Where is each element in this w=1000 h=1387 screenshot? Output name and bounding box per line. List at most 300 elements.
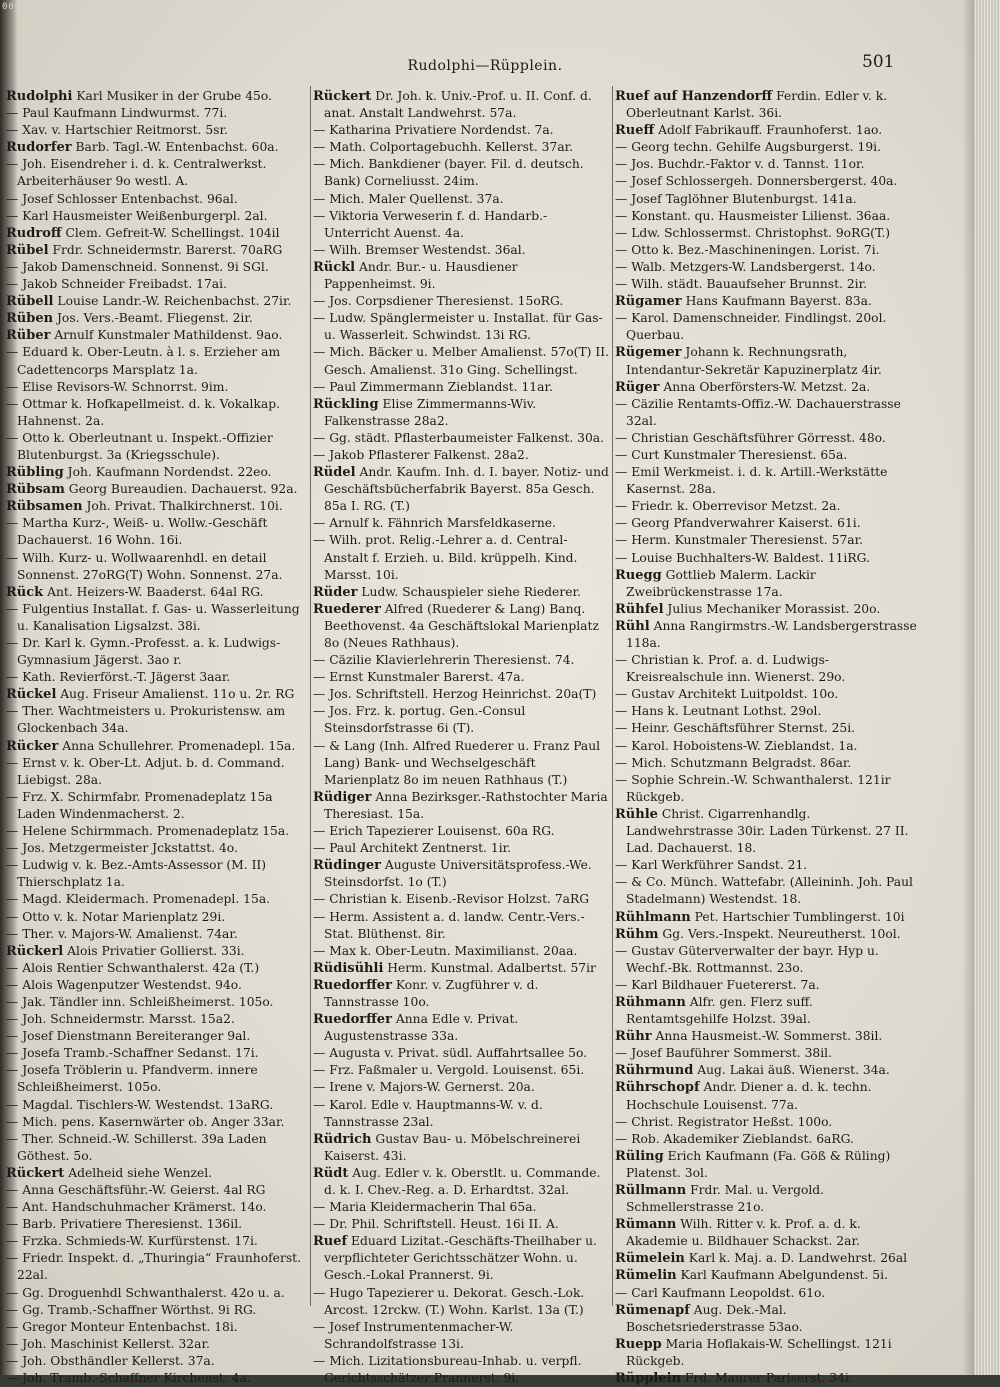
directory-entry	[615, 909, 917, 926]
directory-entry	[313, 379, 609, 396]
entry-surname: Rueff	[615, 123, 655, 139]
entry-text: Auguste Universitätsprofess.-We. Steinsdorfst. 1o (T.)	[324, 858, 592, 890]
entry-surname: Rück	[6, 584, 44, 600]
directory-entry	[6, 310, 306, 327]
entry-surname: Rübsamen	[6, 499, 83, 515]
directory-entry	[6, 1285, 306, 1302]
entry-text: — Ludwig v. k. Bez.-Amts-Assessor (M. II) Thierschplatz 1a.	[6, 858, 267, 890]
directory-entry	[615, 738, 917, 755]
entry-surname: Rüdinger	[313, 858, 381, 874]
entry-text: Alois Privatier Gollierst. 33i.	[63, 943, 245, 958]
entry-text: — Katharina Privatiere Nordendst. 7a.	[313, 123, 554, 138]
directory-entry	[313, 669, 609, 686]
entry-surname: Rühr	[615, 1029, 652, 1045]
entry-text: — Irene v. Majors-W. Gernerst. 20a.	[313, 1080, 535, 1095]
entry-surname: Rüdt	[313, 1165, 349, 1181]
entry-text: — Mich. Schutzmann Belgradst. 86ar.	[615, 755, 852, 770]
entry-text: — Ernst v. k. Ober-Lt. Adjut. b. d. Command. Liebigst. 28a.	[6, 755, 285, 787]
entry-text: — Ther. Schneid.-W. Schillerst. 39a Laden Göthest. 5o.	[6, 1131, 267, 1163]
entry-text: — Christian k. Prof. a. d. Ludwigs-Kreisrealschule inn. Wienerst. 29o.	[615, 653, 846, 685]
entry-text: — Otto k. Oberleutnant u. Inspekt.-Offizier Blutenburgst. 3a (Kriegsschule).	[6, 430, 273, 462]
column-2	[313, 88, 609, 1387]
directory-entry	[313, 1199, 609, 1216]
entry-text: — Christian Geschäftsführer Görresst. 48o.	[615, 430, 886, 445]
directory-entry	[615, 943, 917, 977]
directory-entry	[313, 1165, 609, 1199]
entry-text: Ludw. Schauspieler siehe Riederer.	[357, 584, 581, 599]
entry-surname: Rückling	[313, 396, 379, 412]
entry-text: — Jak. Tändler inn. Schleißheimerst. 105o.	[6, 994, 274, 1009]
entry-text: — Sophie Schrein.-W. Schwanthalerst. 121ir Rückgeb.	[615, 772, 891, 804]
directory-entry	[6, 481, 306, 498]
entry-text: Erich Kaufmann (Fa. Göß & Rüling) Platenst. 3ol.	[626, 1148, 891, 1180]
directory-entry	[6, 1216, 306, 1233]
entry-text: — Dr. Karl k. Gymn.-Professt. a. k. Ludwigs-Gymnasium Jägerst. 3ao r.	[6, 636, 281, 668]
entry-surname: Rübling	[6, 465, 64, 481]
entry-text: Anna Schullehrer. Promenadepl. 15a.	[58, 738, 296, 753]
directory-entry	[6, 909, 306, 926]
entry-text: — Georg techn. Gehilfe Augsburgerst. 19i.	[615, 140, 881, 155]
directory-entry	[313, 191, 609, 208]
directory-entry	[6, 669, 306, 686]
entry-text: — Rob. Akademiker Zieblandst. 6aRG.	[615, 1131, 854, 1146]
directory-entry	[615, 1302, 917, 1336]
entry-text: — Gregor Monteur Entenbachst. 18i.	[6, 1319, 238, 1334]
entry-surname: Rüdiger	[313, 789, 372, 805]
directory-entry	[615, 772, 917, 806]
entry-text: Georg Bureaudien. Dachauerst. 92a.	[64, 482, 298, 497]
entry-surname: Rübsam	[6, 482, 65, 498]
entry-surname: Rühlmann	[615, 909, 691, 925]
entry-text: — Arnulf k. Fähnrich Marsfeldkaserne.	[313, 516, 556, 531]
directory-entry	[313, 857, 609, 891]
directory-entry	[615, 156, 917, 173]
entry-text: — Joh. Tramb.-Schaffner Kirchenst. 4a.	[6, 1371, 251, 1386]
entry-text: — Gg. Tramb.-Schaffner Wörthst. 9i RG.	[6, 1302, 257, 1317]
directory-entry	[6, 1353, 306, 1370]
entry-text: — Cäzilie Rentamts-Offiz.-W. Dachauerstrasse 32al.	[615, 396, 901, 428]
directory-entry	[313, 840, 609, 857]
entry-surname: Rühfel	[615, 601, 664, 617]
entry-text: — Eduard k. Ober-Leutn. à l. s. Erzieher am Cadettencorps Marsplatz 1a.	[6, 345, 281, 377]
entry-text: Andr. Diener a. d. k. techn. Hochschule Louisenst. 77a.	[626, 1080, 872, 1112]
directory-entry	[313, 1079, 609, 1096]
directory-entry	[615, 515, 917, 532]
entry-text: — Mich. Bankdiener (bayer. Fil. d. deutsch. Bank) Corneliusst. 24im.	[313, 157, 584, 189]
directory-entry	[6, 225, 306, 242]
directory-entry	[313, 310, 609, 344]
entry-text: Karl Musiker in der Grube 45o.	[72, 89, 272, 103]
directory-entry	[6, 738, 306, 755]
entry-text: Karl k. Maj. a. D. Landwehrst. 26al	[684, 1251, 908, 1266]
entry-text: — Friedr. Inspekt. d. „Thuringia“ Fraunhoferst. 22al.	[6, 1251, 301, 1283]
entry-surname: Rudorfer	[6, 140, 72, 156]
directory-entry	[615, 173, 917, 190]
directory-entry	[615, 806, 917, 857]
directory-entry	[313, 1216, 609, 1233]
directory-entry	[615, 396, 917, 430]
entry-text: — Dr. Phil. Schriftstell. Heust. 16i II. A.	[313, 1217, 559, 1232]
directory-entry	[6, 379, 306, 396]
entry-text: — Alois Rentier Schwanthalerst. 42a (T.)	[6, 960, 260, 975]
directory-entry	[615, 618, 917, 652]
entry-text: Elise Zimmermanns-Wiv. Falkenstrasse 28a2.	[324, 396, 537, 428]
entry-text: — Friedr. k. Oberrevisor Metzst. 2a.	[615, 499, 841, 514]
entry-text: Frdr. Schneidermstr. Barerst. 70aRG	[48, 242, 283, 257]
directory-entry	[6, 550, 306, 584]
directory-entry	[6, 1370, 306, 1387]
directory-entry	[6, 139, 306, 156]
entry-surname: Rüber	[6, 328, 51, 344]
entry-text: — Gg. Droguenhdl Schwanthalerst. 42o u. a.	[6, 1285, 285, 1300]
entry-surname: Rückert	[6, 1165, 65, 1181]
entry-surname: Rückert	[313, 89, 372, 104]
directory-entry	[615, 601, 917, 618]
entry-text: — Maria Kleidermacherin Thal 65a.	[313, 1200, 537, 1215]
entry-surname: Rümann	[615, 1217, 677, 1233]
directory-entry	[615, 720, 917, 737]
entry-surname: Ruedorffer	[313, 1012, 392, 1028]
directory-entry	[6, 1319, 306, 1336]
entry-text: Eduard Lizitat.-Geschäfts-Theilhaber u. verpflichteter Gerichtsschätzer Wohn. u. Gesch.-Lokal Prannerst. 9i.	[324, 1234, 597, 1283]
entry-text: — Elise Revisors-W. Schnorrst. 9im.	[6, 379, 229, 394]
entry-text: Anna Bezirksger.-Rathstochter Maria Theresiast. 15a.	[324, 789, 608, 821]
directory-entry	[615, 1062, 917, 1079]
entry-text: — Jos. Corpsdiener Theresienst. 15oRG.	[313, 294, 564, 309]
directory-entry	[6, 1131, 306, 1165]
directory-entry	[6, 1182, 306, 1199]
directory-entry	[313, 960, 609, 977]
entry-text: — Georg Pfandverwahrer Kaiserst. 61i.	[615, 516, 861, 531]
directory-entry	[6, 601, 306, 635]
entry-surname: Rückl	[313, 259, 356, 275]
entry-text: — Jos. Frz. k. portug. Gen.-Consul Steinsdorfstrasse 6i (T).	[313, 704, 526, 736]
entry-text: — Herm. Assistent a. d. landw. Centr.-Vers.-Stat. Blüthenst. 8ir.	[313, 909, 585, 941]
directory-entry	[6, 1011, 306, 1028]
entry-text: Alfred (Ruederer & Lang) Banq. Beethovenst. 4a Geschäftslokal Marienplatz 8o (Neues Rathhaus).	[324, 601, 599, 650]
entry-text: Adelheid siehe Wenzel.	[64, 1165, 213, 1180]
directory-entry	[6, 1336, 306, 1353]
entry-text: — Otto v. k. Notar Marienplatz 29i.	[6, 909, 226, 924]
entry-text: — Karol. Edle v. Hauptmanns-W. v. d. Tannstrasse 23al.	[313, 1097, 543, 1129]
entry-text: — Frz. X. Schirmfabr. Promenadeplatz 15a Laden Windenmacherst. 2.	[6, 789, 273, 821]
directory-entry	[6, 259, 306, 276]
entry-text: — Josef Bauführer Sommerst. 38il.	[615, 1046, 833, 1061]
directory-entry	[6, 891, 306, 908]
entry-text: — Magdal. Tischlers-W. Westendst. 13aRG.	[6, 1097, 274, 1112]
directory-entry	[6, 1165, 306, 1182]
directory-entry	[313, 1011, 609, 1045]
directory-entry	[615, 225, 917, 242]
directory-entry	[615, 755, 917, 772]
entry-surname: Rüger	[615, 379, 660, 395]
entry-surname: Ruef auf Hanzendorff	[615, 89, 773, 104]
entry-text: Anna Rangirmstrs.-W. Landsbergerstrasse 118a.	[626, 618, 917, 650]
entry-text: — Walb. Metzgers-W. Landsbergerst. 14o.	[615, 259, 876, 274]
entry-surname: Rückel	[6, 687, 57, 703]
entry-text: — Alois Wagenputzer Westendst. 94o.	[6, 977, 242, 992]
entry-text: — Gustav Architekt Luitpoldst. 10o.	[615, 687, 839, 702]
directory-entry	[6, 1199, 306, 1216]
directory-entry	[6, 88, 306, 105]
entry-text: — Martha Kurz-, Weiß- u. Wollw.-Geschäft Dachauerst. 16 Wohn. 16i.	[6, 516, 268, 548]
entry-surname: Ruedorffer	[313, 977, 392, 993]
entry-text: Barb. Tagl.-W. Entenbachst. 60a.	[71, 140, 279, 155]
directory-entry	[615, 276, 917, 293]
directory-entry	[6, 635, 306, 669]
directory-entry	[6, 276, 306, 293]
entry-text: Karl Kaufmann Abelgundenst. 5i.	[676, 1268, 888, 1283]
directory-entry	[615, 926, 917, 943]
directory-entry	[313, 584, 609, 601]
directory-entry	[313, 88, 609, 122]
directory-entry	[615, 1370, 917, 1387]
directory-entry	[313, 447, 609, 464]
directory-entry	[615, 1148, 917, 1182]
directory-entry	[615, 1045, 917, 1062]
directory-entry	[6, 703, 306, 737]
directory-entry	[6, 464, 306, 481]
entry-surname: Rühm	[615, 926, 659, 942]
entry-text: — Math. Colportagebuchh. Kellerst. 37ar.	[313, 140, 574, 155]
entry-text: Louise Landr.-W. Reichenbachst. 27ir.	[53, 294, 292, 309]
directory-entry	[615, 874, 917, 908]
entry-text: — Gustav Güterverwalter der bayr. Hyp u. Wechf.-Bk. Rottmannst. 23o.	[615, 943, 879, 975]
directory-entry	[313, 823, 609, 840]
entry-surname: Ruepp	[615, 1336, 662, 1352]
directory-entry	[313, 891, 609, 908]
directory-entry	[615, 1079, 917, 1113]
entry-text: — Karl Hausmeister Weißenburgerpl. 2al.	[6, 208, 268, 223]
directory-entry	[615, 430, 917, 447]
directory-entry	[6, 191, 306, 208]
directory-entry	[6, 327, 306, 344]
entry-surname: Ruederer	[313, 601, 381, 617]
entry-surname: Rücker	[6, 738, 59, 754]
directory-entry	[6, 293, 306, 310]
entry-text: — Curt Kunstmaler Theresienst. 65a.	[615, 447, 848, 462]
entry-surname: Ruegg	[615, 567, 662, 583]
directory-entry	[615, 1131, 917, 1148]
directory-entry	[615, 994, 917, 1028]
directory-entry	[615, 857, 917, 874]
entry-text: Julius Mechaniker Morassist. 20o.	[663, 601, 881, 616]
entry-text: — Joh. Eisendreher i. d. k. Centralwerkst. Arbeiterhäuser 9o westl. A.	[6, 157, 267, 189]
entry-text: Anna Edle v. Privat. Augustenstrasse 33a.	[324, 1012, 519, 1044]
directory-entry	[313, 242, 609, 259]
entry-text: — Ottmar k. Hofkapellmeist. d. k. Vokalkap. Hahnenst. 2a.	[6, 396, 281, 428]
directory-entry	[313, 515, 609, 532]
directory-entry	[6, 430, 306, 464]
directory-entry	[615, 532, 917, 549]
entry-text: — Kath. Revierförst.-T. Jägerst 3aar.	[6, 670, 231, 685]
entry-text: Jos. Vers.-Beamt. Fliegenst. 2ir.	[53, 311, 253, 326]
page-number: 501	[862, 52, 895, 72]
directory-entry	[615, 550, 917, 567]
entry-text: Hans Kaufmann Bayerst. 83a.	[681, 294, 872, 309]
running-head: Rudolphi—Rüpplein.	[407, 58, 563, 74]
scan-id: 00092425	[2, 2, 54, 12]
entry-text: — Heinr. Geschäftsführer Sternst. 25i.	[615, 721, 856, 736]
entry-text: — Carl Kaufmann Leopoldst. 61o.	[615, 1285, 826, 1300]
directory-entry	[313, 1045, 609, 1062]
entry-text: — Karol. Damenschneider. Findlingst. 20ol. Querbau.	[615, 311, 887, 343]
entry-surname: Rüdrich	[313, 1131, 372, 1147]
directory-entry	[615, 1250, 917, 1267]
entry-text: — Josefa Tramb.-Schaffner Sedanst. 17i.	[6, 1046, 259, 1061]
entry-text: Anna Hausmeist.-W. Sommerst. 38il.	[651, 1029, 883, 1044]
directory-entry	[313, 156, 609, 190]
entry-text: — Magd. Kleidermach. Promenadepl. 15a.	[6, 892, 271, 907]
directory-entry	[6, 840, 306, 857]
entry-text: Christ. Cigarrenhandlg. Landwehrstrasse 30ir. Laden Türkenst. 27 II. Lad. Dachauerst. 18.	[626, 806, 909, 856]
directory-entry	[615, 567, 917, 601]
entry-text: — Wilh. prot. Relig.-Lehrer a. d. Central-Anstalt f. Erzieh. u. Bild. krüppelh. Kind. Marsst. 10i.	[313, 533, 578, 582]
entry-text: — Frzka. Schmieds-W. Kurfürstenst. 17i.	[6, 1234, 258, 1249]
entry-text: — Josef Schlosser Entenbachst. 96al.	[6, 191, 238, 206]
directory-entry	[6, 943, 306, 960]
column-rule	[310, 86, 311, 1306]
entry-text: Alfr. gen. Flerz suff. Rentamtsgehilfe Holzst. 39al.	[626, 994, 813, 1027]
directory-entry	[6, 242, 306, 259]
entry-text: — Karl Bildhauer Fuetererst. 7a.	[615, 977, 820, 992]
entry-text: — Christ. Registrator Heßst. 100o.	[615, 1114, 833, 1129]
directory-entry	[6, 1302, 306, 1319]
entry-surname: Rügemer	[615, 345, 682, 361]
entry-text: — Wilh. städt. Bauaufseher Brunnst. 2ir.	[615, 277, 868, 292]
entry-text: — Helene Schirmmach. Promenadeplatz 15a.	[6, 824, 290, 839]
entry-text: — Barb. Privatiere Theresienst. 136il.	[6, 1217, 243, 1232]
entry-text: — Ther. v. Majors-W. Amalienst. 74ar.	[6, 926, 238, 941]
entry-text: Konr. v. Zugführer v. d. Tannstrasse 10o.	[324, 977, 539, 1009]
entry-text: — Jakob Pflasterer Falkenst. 28a2.	[313, 447, 529, 462]
entry-surname: Rümenapf	[615, 1302, 690, 1318]
directory-entry	[615, 652, 917, 686]
entry-text: Andr. Kaufm. Inh. d. I. bayer. Notiz- und Geschäftsbücherfabrik Bayerst. 85a Gesch. 85a I. RG. (T.)	[324, 465, 609, 514]
directory-entry	[313, 738, 609, 789]
directory-entry	[6, 1233, 306, 1250]
entry-text: Joh. Privat. Thalkirchnerst. 10i.	[82, 499, 283, 514]
entry-text: — Herm. Kunstmaler Theresienst. 57ar.	[615, 533, 864, 548]
entry-text: — Louise Buchhalters-W. Baldest. 11iRG.	[615, 550, 870, 565]
entry-text: Gustav Bau- u. Möbelschreinerei Kaiserst. 43i.	[324, 1131, 581, 1163]
directory-entry	[615, 977, 917, 994]
directory-entry	[313, 1233, 609, 1284]
entry-text: — Mich. Lizitationsbureau-Inhab. u. verpfl. Gerichtsschätzer Prannerst. 9i.	[313, 1353, 582, 1386]
entry-surname: Rüben	[6, 311, 54, 327]
entry-text: — Karl Werkführer Sandst. 21.	[615, 858, 808, 873]
entry-text: — Mich. pens. Kasernwärter ob. Anger 33ar.	[6, 1114, 285, 1129]
directory-entry	[615, 242, 917, 259]
directory-entry	[6, 994, 306, 1011]
directory-entry	[6, 789, 306, 823]
directory-entry	[6, 686, 306, 703]
entry-text: — Joh. Schneidermstr. Marsst. 15a2.	[6, 1012, 235, 1027]
directory-entry	[313, 977, 609, 1011]
directory-entry	[313, 789, 609, 823]
entry-surname: Rudolphi	[6, 89, 73, 104]
directory-entry	[313, 464, 609, 515]
entry-text: Pet. Hartschier Tumblingerst. 10i	[690, 909, 905, 924]
entry-surname: Rühl	[615, 618, 650, 634]
directory-entry	[313, 652, 609, 669]
entry-text: Anna Oberförsters-W. Metzst. 2a.	[659, 379, 871, 394]
directory-entry	[615, 447, 917, 464]
entry-surname: Rüpplein	[615, 1371, 682, 1387]
entry-text: — Jakob Damenschneid. Sonnenst. 9i SGl.	[6, 259, 269, 274]
entry-text: — Paul Kaufmann Lindwurmst. 77i.	[6, 106, 228, 121]
entry-text: — Josefa Tröblerin u. Pfandverm. innere Schleißheimerst. 105o.	[6, 1063, 258, 1095]
entry-surname: Rührmund	[615, 1063, 694, 1079]
directory-entry	[313, 1319, 609, 1353]
directory-entry	[615, 191, 917, 208]
entry-text: — Wilh. Bremser Westendst. 36al.	[313, 242, 526, 257]
directory-entry	[6, 515, 306, 549]
entry-surname: Rudroff	[6, 225, 62, 241]
entry-text: Ant. Heizers-W. Baaderst. 64al RG.	[43, 584, 264, 599]
entry-text: — Jos. Schriftstell. Herzog Heinrichst. 20a(T)	[313, 687, 597, 702]
entry-text: — Jos. Buchdr.-Faktor v. d. Tannst. 11or.	[615, 157, 865, 172]
directory-entry	[313, 601, 609, 652]
directory-entry	[313, 1097, 609, 1131]
directory-entry	[6, 755, 306, 789]
entry-text: Adolf Fabrikauff. Fraunhoferst. 1ao.	[654, 123, 883, 138]
entry-text: — Mich. Maler Quellenst. 37a.	[313, 191, 504, 206]
directory-entry	[6, 1062, 306, 1096]
entry-text: Joh. Kaufmann Nordendst. 22eo.	[63, 465, 272, 480]
directory-entry	[313, 293, 609, 310]
entry-text: — Josef Schlossergeh. Donnersbergerst. 40a.	[615, 174, 898, 189]
directory-entry	[615, 344, 917, 378]
directory-entry	[313, 686, 609, 703]
directory-entry	[6, 823, 306, 840]
entry-text: — Xav. v. Hartschier Reitmorst. 5sr.	[6, 123, 228, 138]
directory-entry	[615, 1114, 917, 1131]
directory-entry	[6, 1097, 306, 1114]
entry-text: Aug. Lakai äuß. Wienerst. 34a.	[693, 1063, 890, 1078]
entry-text: — Joh. Maschinist Kellerst. 32ar.	[6, 1336, 210, 1351]
directory-entry	[6, 344, 306, 378]
entry-text: — Jos. Metzgermeister Jckstattst. 4o.	[6, 841, 238, 856]
directory-entry	[615, 310, 917, 344]
entry-surname: Rübell	[6, 294, 54, 310]
directory-entry	[6, 857, 306, 891]
entry-text: Clem. Gefreit-W. Schellingst. 104il	[61, 225, 280, 240]
directory-entry	[313, 430, 609, 447]
directory-entry	[615, 1285, 917, 1302]
entry-surname: Rügamer	[615, 294, 682, 310]
entry-text: — Josef Taglöhner Blutenburgst. 141a.	[615, 191, 857, 206]
entry-surname: Rüling	[615, 1148, 664, 1164]
directory-entry	[615, 1267, 917, 1284]
directory-entry	[6, 584, 306, 601]
entry-text: — Hans k. Leutnant Lothst. 29ol.	[615, 704, 822, 719]
entry-text: Aug. Friseur Amalienst. 11o u. 2r. RG	[56, 687, 295, 702]
directory-entry	[6, 1045, 306, 1062]
entry-surname: Ruef	[313, 1234, 348, 1250]
directory-entry	[6, 977, 306, 994]
entry-text: — Ant. Handschuhmacher Krämerst. 14o.	[6, 1200, 267, 1215]
entry-text: — Gg. städt. Pflasterbaumeister Falkenst. 30a.	[313, 430, 605, 445]
entry-text: Frdr. Mal. u. Vergold. Schmellerstrasse 21o.	[626, 1183, 825, 1215]
directory-entry	[313, 909, 609, 943]
entry-text: Ferdin. Edler v. k. Oberleutnant Karlst. 36i.	[626, 89, 888, 121]
directory-entry	[615, 1028, 917, 1045]
entry-text: — & Co. Münch. Wattefabr. (Alleininh. Joh. Paul Stadelmann) Westendst. 18.	[615, 875, 913, 907]
entry-text: — Viktoria Verweserin f. d. Handarb.-Unterricht Auenst. 4a.	[313, 208, 548, 240]
entry-text: — Christian k. Eisenb.-Revisor Holzst. 7aRG	[313, 892, 590, 907]
directory-entry	[313, 208, 609, 242]
